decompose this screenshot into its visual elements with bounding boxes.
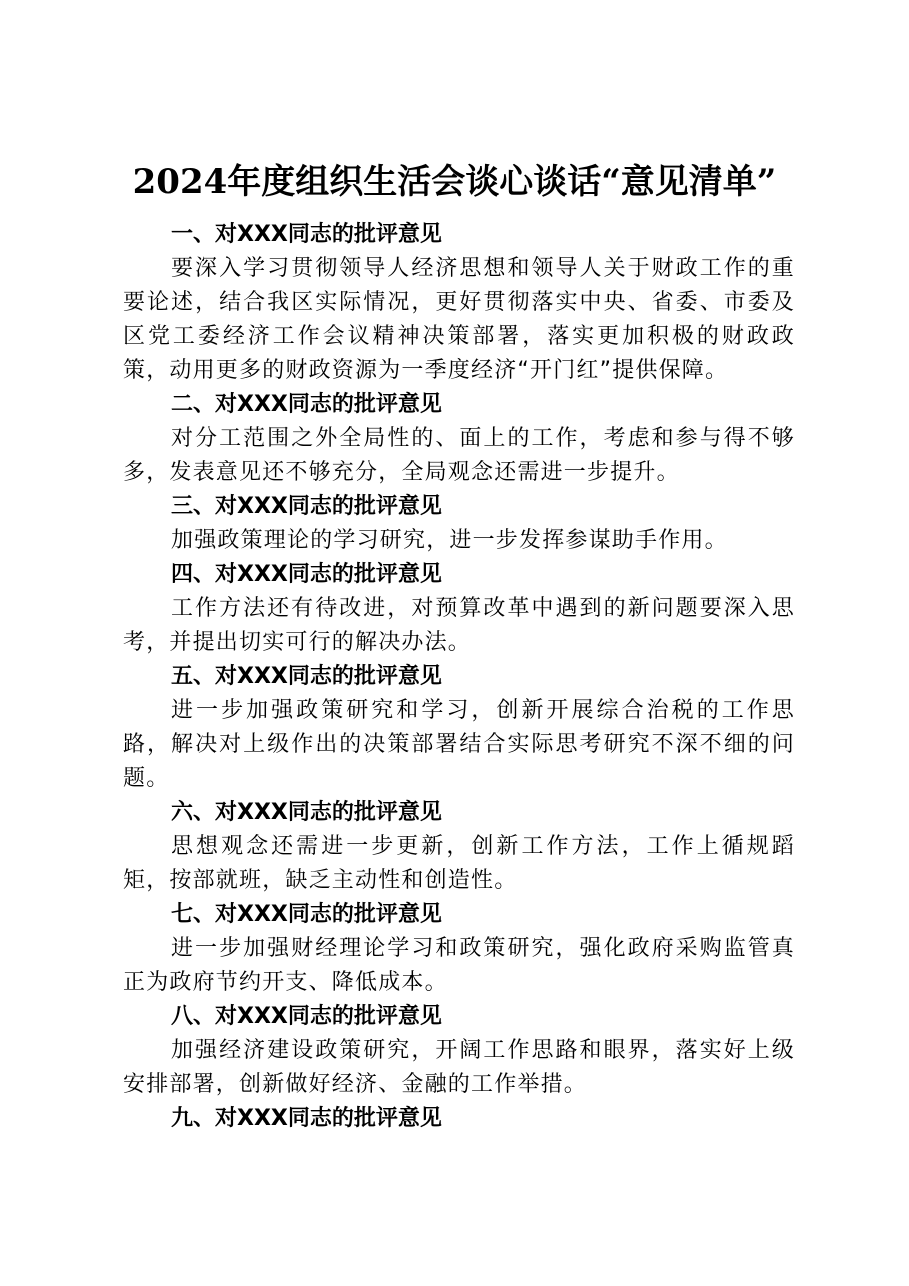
section-paragraph: 要深入学习贯彻领导人经济思想和领导人关于财政工作的重要论述，结合我区实际情况，更好贯彻落实中央、省委、市委及区党工委经济工作会议精神决策部署，落实更加积极的财政政策，动用更多的财政资源为一季度经济“开门红”提供保障。: [123, 256, 795, 383]
document-body: [123, 218, 795, 1136]
section-heading: 一、对XXX同志的批评意见: [171, 222, 442, 247]
document-title: 2024年度组织生活会谈心谈话“意见清单”: [132, 162, 777, 202]
section-paragraph: 对分工范围之外全局性的、面上的工作，考虑和参与得不够多，发表意见还不够充分，全局观念还需进一步提升。: [123, 426, 795, 485]
section-heading: 二、对XXX同志的批评意见: [171, 392, 442, 417]
section-paragraph: 进一步加强政策研究和学习，创新开展综合治税的工作思路，解决对上级作出的决策部署结合实际思考研究不深不细的问题。: [123, 698, 795, 791]
section-heading: 九、对XXX同志的批评意见: [171, 1106, 442, 1131]
section-heading: 八、对XXX同志的批评意见: [171, 1004, 442, 1029]
section-paragraph: 工作方法还有待改进，对预算改革中遇到的新问题要深入思考，并提出切实可行的解决办法。: [123, 596, 795, 655]
section-paragraph: 进一步加强财经理论学习和政策研究，强化政府采购监管真正为政府节约开支、降低成本。: [123, 936, 795, 995]
section-heading: 五、对XXX同志的批评意见: [171, 664, 442, 689]
section-paragraph: 思想观念还需进一步更新，创新工作方法，工作上循规蹈矩，按部就班，缺乏主动性和创造性。: [123, 834, 795, 893]
section-heading: 七、对XXX同志的批评意见: [171, 902, 442, 927]
section-heading: 六、对XXX同志的批评意见: [171, 800, 442, 825]
section-heading: 四、对XXX同志的批评意见: [171, 562, 442, 587]
section-paragraph: 加强政策理论的学习研究，进一步发挥参谋助手作用。: [171, 528, 728, 553]
section-heading: 三、对XXX同志的批评意见: [171, 494, 442, 519]
section-paragraph: 加强经济建设政策研究，开阔工作思路和眼界，落实好上级安排部署，创新做好经济、金融的工作举措。: [123, 1038, 795, 1097]
